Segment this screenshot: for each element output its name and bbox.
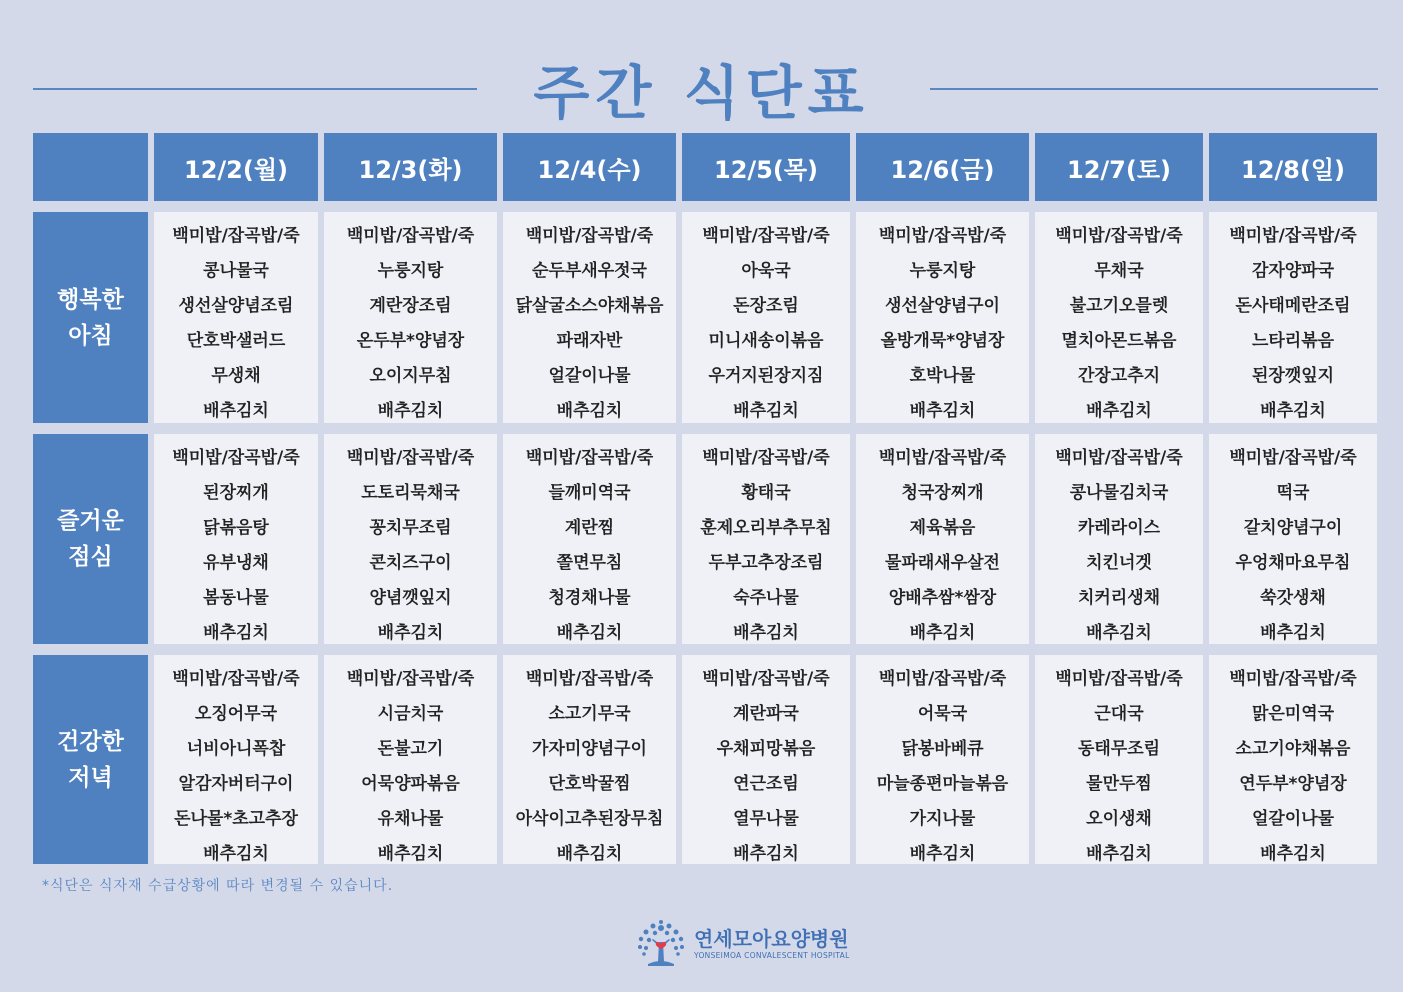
menu-cell	[1035, 434, 1203, 644]
menu-item: 생선살양념구이	[885, 296, 1000, 316]
menu-item: 백미밥/잡곡밥/죽	[1055, 226, 1183, 246]
menu-cell	[1209, 212, 1377, 423]
menu-item: 얼갈이나물	[1251, 809, 1335, 829]
menu-item: 오징어무국	[194, 704, 278, 724]
menu-item: 너비아니폭찹	[186, 739, 286, 759]
menu-item: 청국장찌개	[901, 483, 984, 503]
tree-with-heart-icon	[634, 918, 688, 970]
menu-item: 물만두찜	[1086, 774, 1152, 794]
day-header: 12/6(금)	[856, 133, 1029, 201]
menu-item: 쑥갓생채	[1260, 588, 1326, 608]
menu-item: 청경채나물	[548, 588, 631, 608]
menu-item: 황태국	[741, 483, 791, 503]
menu-cell	[682, 655, 850, 864]
menu-item: 카레라이스	[1077, 518, 1161, 538]
menu-item: 동태무조림	[1077, 739, 1161, 759]
menu-cell	[324, 212, 497, 423]
menu-item: 생선살양념조림	[178, 296, 294, 316]
menu-item: 백미밥/잡곡밥/죽	[878, 448, 1007, 468]
menu-item: 쫄면무침	[556, 553, 623, 573]
menu-item: 우엉채마요무침	[1235, 553, 1351, 573]
menu-item: 올방개묵*양념장	[880, 331, 1005, 351]
menu-item: 오이지무침	[369, 366, 452, 386]
menu-item: 배추김치	[1086, 401, 1152, 421]
menu-item: 백미밥/잡곡밥/죽	[1229, 448, 1357, 468]
menu-item: 닭볶음탕	[203, 518, 269, 538]
menu-item: 단호박샐러드	[186, 331, 286, 351]
menu-item: 백미밥/잡곡밥/죽	[525, 448, 654, 468]
menu-item: 느타리볶음	[1251, 331, 1335, 351]
menu-item: 계란찜	[564, 518, 615, 538]
menu-item: 배추김치	[203, 844, 269, 864]
menu-cell	[1209, 655, 1377, 864]
meal-label-line: 점심	[68, 544, 113, 570]
menu-item: 어묵양파볶음	[361, 774, 460, 794]
meal-label-line: 행복한	[57, 286, 124, 313]
menu-item: 미니새송이볶음	[708, 331, 824, 351]
menu-item: 아삭이고추된장무침	[515, 809, 664, 829]
menu-item: 근대국	[1094, 704, 1144, 724]
menu-cell	[503, 655, 676, 864]
menu-item: 백미밥/잡곡밥/죽	[346, 669, 475, 689]
hospital-english-name: YONSEIMOA CONVALESCENT HOSPITAL	[694, 951, 850, 960]
header-corner-cell	[33, 133, 148, 201]
menu-cell	[682, 434, 850, 644]
menu-item: 연근조림	[733, 774, 799, 794]
menu-item: 양념깻잎지	[369, 588, 452, 608]
menu-cell	[503, 212, 676, 423]
meal-label	[33, 434, 148, 644]
menu-cell	[324, 434, 497, 644]
menu-cell	[1209, 434, 1377, 644]
menu-item: 배추김치	[556, 623, 623, 643]
menu-item: 훈제오리부추무침	[700, 518, 832, 538]
menu-item: 배추김치	[1086, 844, 1152, 864]
menu-item: 가자미양념구이	[532, 739, 647, 759]
menu-item: 무채국	[1094, 261, 1144, 281]
menu-cell	[1035, 655, 1203, 864]
menu-item: 떡국	[1276, 483, 1310, 503]
menu-item: 가지나물	[909, 809, 976, 829]
menu-item: 백미밥/잡곡밥/죽	[702, 226, 830, 246]
menu-item: 소고기야채볶음	[1235, 739, 1351, 759]
menu-item: 치커리생채	[1077, 588, 1161, 608]
menu-item: 얼갈이나물	[548, 366, 631, 386]
menu-item: 닭살굴소스야채볶음	[515, 296, 664, 316]
menu-item: 백미밥/잡곡밥/죽	[1055, 669, 1183, 689]
meal-label-line: 건강한	[57, 728, 124, 755]
menu-item: 백미밥/잡곡밥/죽	[525, 226, 654, 246]
menu-item: 콩나물김치국	[1069, 483, 1169, 503]
day-header: 12/7(토)	[1035, 133, 1203, 201]
menu-cell	[1035, 212, 1203, 423]
menu-item: 들깨미역국	[548, 483, 631, 503]
menu-item: 배추김치	[556, 401, 623, 421]
menu-item: 계란파국	[733, 704, 799, 724]
menu-item: 콘치즈구이	[369, 553, 452, 573]
menu-cell	[856, 655, 1029, 864]
menu-item: 파래자반	[556, 331, 623, 351]
menu-item: 배추김치	[909, 401, 976, 421]
menu-item: 도토리묵채국	[361, 483, 460, 503]
menu-item: 닭봉바베큐	[901, 739, 984, 759]
meal-label-line: 아침	[68, 322, 113, 349]
hospital-logo	[634, 918, 850, 970]
menu-item: 무생채	[211, 366, 261, 386]
menu-item: 돈나물*초고추장	[174, 809, 298, 829]
meal-label	[33, 212, 148, 423]
page-title: 주간 식단표	[533, 59, 870, 127]
menu-item: 된장찌개	[203, 483, 269, 503]
menu-item: 제육볶음	[909, 518, 976, 538]
menu-item: 백미밥/잡곡밥/죽	[172, 448, 300, 468]
menu-item: 열무나물	[733, 809, 799, 829]
menu-item: 된장깻잎지	[1251, 366, 1335, 386]
menu-item: 단호박꿀찜	[548, 774, 631, 794]
menu-item: 순두부새우젓국	[532, 261, 647, 281]
menu-item: 갈치양념구이	[1243, 518, 1343, 538]
menu-item: 백미밥/잡곡밥/죽	[346, 226, 475, 246]
menu-item: 배추김치	[203, 401, 269, 421]
hospital-name: 연세모아요양병원	[694, 927, 849, 951]
menu-cell	[154, 655, 318, 864]
menu-change-note: *식단은 식자재 수급상황에 따라 변경될 수 있습니다.	[42, 878, 394, 894]
menu-item: 양배추쌈*쌈장	[888, 588, 997, 608]
menu-item: 배추김치	[1260, 623, 1326, 643]
menu-item: 배추김치	[1260, 401, 1326, 421]
menu-item: 마늘종편마늘볶음	[876, 774, 1009, 794]
menu-item: 꽁치무조림	[369, 518, 452, 538]
menu-item: 배추김치	[733, 623, 799, 643]
meal-label	[33, 655, 148, 864]
menu-cell	[154, 212, 318, 423]
menu-item: 온두부*양념장	[356, 331, 465, 351]
menu-item: 배추김치	[733, 401, 799, 421]
menu-item: 백미밥/잡곡밥/죽	[702, 448, 830, 468]
menu-item: 어묵국	[917, 704, 968, 724]
menu-item: 백미밥/잡곡밥/죽	[1055, 448, 1183, 468]
menu-cell	[856, 212, 1029, 423]
menu-item: 우채피망볶음	[716, 739, 816, 759]
day-header: 12/3(화)	[324, 133, 497, 201]
meal-label-line: 저녁	[68, 764, 113, 791]
menu-item: 배추김치	[203, 623, 269, 643]
menu-item: 멸치아몬드볶음	[1061, 331, 1177, 351]
menu-item: 오이생채	[1086, 809, 1152, 829]
menu-item: 감자양파국	[1251, 261, 1335, 281]
menu-item: 유부냉채	[203, 553, 269, 573]
menu-item: 누룽지탕	[909, 261, 976, 281]
menu-cell	[324, 655, 497, 864]
menu-item: 배추김치	[909, 623, 976, 643]
menu-item: 유채나물	[377, 809, 444, 829]
menu-item: 호박나물	[909, 366, 976, 386]
menu-item: 시금치국	[377, 704, 444, 724]
menu-item: 돈사태메란조림	[1235, 296, 1351, 316]
menu-item: 배추김치	[1260, 844, 1326, 864]
menu-item: 아욱국	[741, 261, 791, 281]
menu-item: 봄동나물	[203, 588, 269, 608]
menu-item: 백미밥/잡곡밥/죽	[702, 669, 830, 689]
menu-item: 간장고추지	[1077, 366, 1161, 386]
day-header: 12/5(목)	[682, 133, 850, 201]
menu-item: 맑은미역국	[1251, 704, 1335, 724]
menu-item: 백미밥/잡곡밥/죽	[1229, 669, 1357, 689]
menu-item: 배추김치	[377, 401, 444, 421]
weekly-menu-table	[33, 133, 1377, 864]
menu-item: 돈장조림	[733, 296, 799, 316]
menu-item: 치킨너겟	[1086, 553, 1152, 573]
menu-item: 소고기무국	[548, 704, 631, 724]
menu-cell	[154, 434, 318, 644]
menu-item: 알감자버터구이	[178, 774, 294, 794]
menu-item: 두부고추장조림	[708, 553, 824, 573]
menu-item: 백미밥/잡곡밥/죽	[525, 669, 654, 689]
menu-item: 배추김치	[556, 844, 623, 864]
menu-cell	[856, 434, 1029, 644]
day-header: 12/2(월)	[154, 133, 318, 201]
menu-item: 콩나물국	[203, 261, 269, 281]
menu-item: 백미밥/잡곡밥/죽	[1229, 226, 1357, 246]
menu-item: 배추김치	[1086, 623, 1152, 643]
menu-item: 불고기오믈렛	[1069, 296, 1169, 316]
menu-item: 백미밥/잡곡밥/죽	[172, 226, 300, 246]
day-header: 12/4(수)	[503, 133, 676, 201]
menu-item: 누룽지탕	[377, 261, 444, 281]
menu-item: 배추김치	[377, 623, 444, 643]
menu-cell	[503, 434, 676, 644]
menu-cell	[682, 212, 850, 423]
menu-item: 백미밥/잡곡밥/죽	[878, 226, 1007, 246]
menu-item: 배추김치	[733, 844, 799, 864]
menu-item: 백미밥/잡곡밥/죽	[172, 669, 300, 689]
menu-item: 연두부*양념장	[1239, 774, 1347, 794]
day-header: 12/8(일)	[1209, 133, 1377, 201]
menu-item: 숙주나물	[733, 588, 799, 608]
menu-item: 물파래새우살전	[885, 553, 1000, 573]
meal-label-line: 즐거운	[57, 508, 124, 534]
menu-item: 계란장조림	[369, 296, 452, 316]
menu-item: 배추김치	[377, 844, 444, 864]
menu-item: 배추김치	[909, 844, 976, 864]
menu-item: 돈불고기	[377, 739, 444, 759]
menu-item: 백미밥/잡곡밥/죽	[878, 669, 1007, 689]
menu-item: 백미밥/잡곡밥/죽	[346, 448, 475, 468]
menu-item: 우거지된장지짐	[708, 366, 824, 386]
